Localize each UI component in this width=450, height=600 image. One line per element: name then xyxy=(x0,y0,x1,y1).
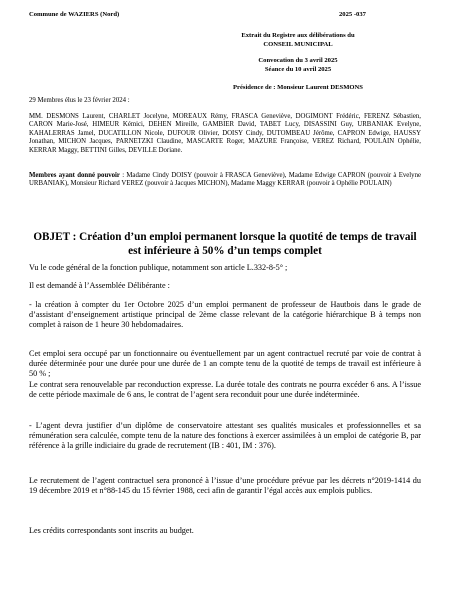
renewal-paragraph: Le contrat sera renouvelable par reconduction expresse. La durée totale des contrats ne pourra excéder 6 ans. A l’issue de cette période maximale de 6 ans, le contrat de l’agent sera reconduit pour une durée indéterminée. xyxy=(29,380,421,400)
deliberation-object: OBJET : Création d’un emploi permanent lorsque la quotité de temps de travail est inférieure à 50% d’un temps complet xyxy=(33,231,417,257)
creation-paragraph: - la création à compter du 1er Octobre 2025 d’un emploi permanent de professeur de Hautbois dans le grade de d’assistant d’enseignement artistique principal de 2ème classe relevant de la catégorie hiérarchique B à temps non complet à raison de 1 heure 30 hebdomadaires. xyxy=(29,300,421,330)
proxy-text: : Madame Cindy DOISY (pouvoir à FRASCA Geneviève), Madame Edwige CAPRON (pouvoir à Evelyne URBANIAK), Monsieur Richard VEREZ (pouvoir à Jacques MICHON), Madame Maggy KERRAR (pouvoir à Ophélie POULAIN) xyxy=(29,172,421,188)
assembly-request: Il est demandé à l’Assemblée Délibérante : xyxy=(29,281,170,290)
diploma-paragraph: - L’agent devra justifier d’un diplôme de conservatoire attestant ses qualités musicales et professionnelles et sa rémunération sera calculée, compte tenu de la nature des fonctions à exercer assimilées à un emploi de catégorie B, par référence à la grille indiciaire du grade de recrutement (IB : 401, IM : 376). xyxy=(29,421,421,451)
credits-paragraph: Les crédits correspondants sont inscrits au budget. xyxy=(29,526,194,535)
registry-heading xyxy=(198,32,398,49)
present-members-list: MM. DESMONS Laurent, CHARLET Jocelyne, MOREAUX Rémy, FRASCA Geneviève, DOGIMONT Frédéric, FERENZ Sébastien, CARON Marie-José, HIMEUR Kémici, DEHEN Mireille, GAMBIER David, TABET Lucy, DISASSINI Guy, URBANIAK Evelyne, KAHALERRAS Jamel, DUCATILLON Nicole, DUFOUR Olivier, DOISY Cindy, DUTOMBEAU Jérôme, CAPRON Edwige, HAUSSY Jonathan, MICHON Jacques, PARNETZKI Claudine, MASCARTE Roger, MAZURE Françoise, VEREZ Richard, POULAIN Ophélie, KERRAR Maggy, BETTINI Gilles, DEVILLE Doriane. xyxy=(29,113,421,154)
proxy-members xyxy=(29,172,421,189)
deliberation-reference: 2025 -037 xyxy=(339,11,366,18)
meeting-dates xyxy=(198,57,398,74)
recruitment-paragraph: Le recrutement de l’agent contractuel sera prononcé à l’issue d’une procédure prévue par les décrets n°2019-1414 du 19 décembre 2019 et n°88-145 du 15 février 1988, ceci afin de garantir l’égal accès aux emplois publics. xyxy=(29,476,421,496)
convocation-date: Convocation du 3 avril 2025 xyxy=(258,57,338,64)
members-count: 29 Membres élus le 23 février 2024 : xyxy=(29,97,130,104)
presidence: Présidence de : Monsieur Laurent DESMONS xyxy=(233,84,363,91)
occupation-paragraph: Cet emploi sera occupé par un fonctionnaire ou éventuellement par un agent contractuel recruté par voie de contrat à durée déterminée pour une durée pour une durée de 1 an compte tenu de la quotité de temps de travail est inférieure à 50 % ; xyxy=(29,349,421,379)
proxy-label: Membres ayant donné pouvoir xyxy=(29,172,120,179)
registry-line1: Extrait du Registre aux délibérations du xyxy=(241,32,355,39)
commune-name: Commune de WAZIERS (Nord) xyxy=(29,11,120,18)
registry-line2: CONSEIL MUNICIPAL xyxy=(263,40,333,48)
seance-date: Séance du 10 avril 2025 xyxy=(264,65,332,73)
legal-basis: Vu le code général de la fonction publique, notamment son article L.332-8-5° ; xyxy=(29,263,288,272)
